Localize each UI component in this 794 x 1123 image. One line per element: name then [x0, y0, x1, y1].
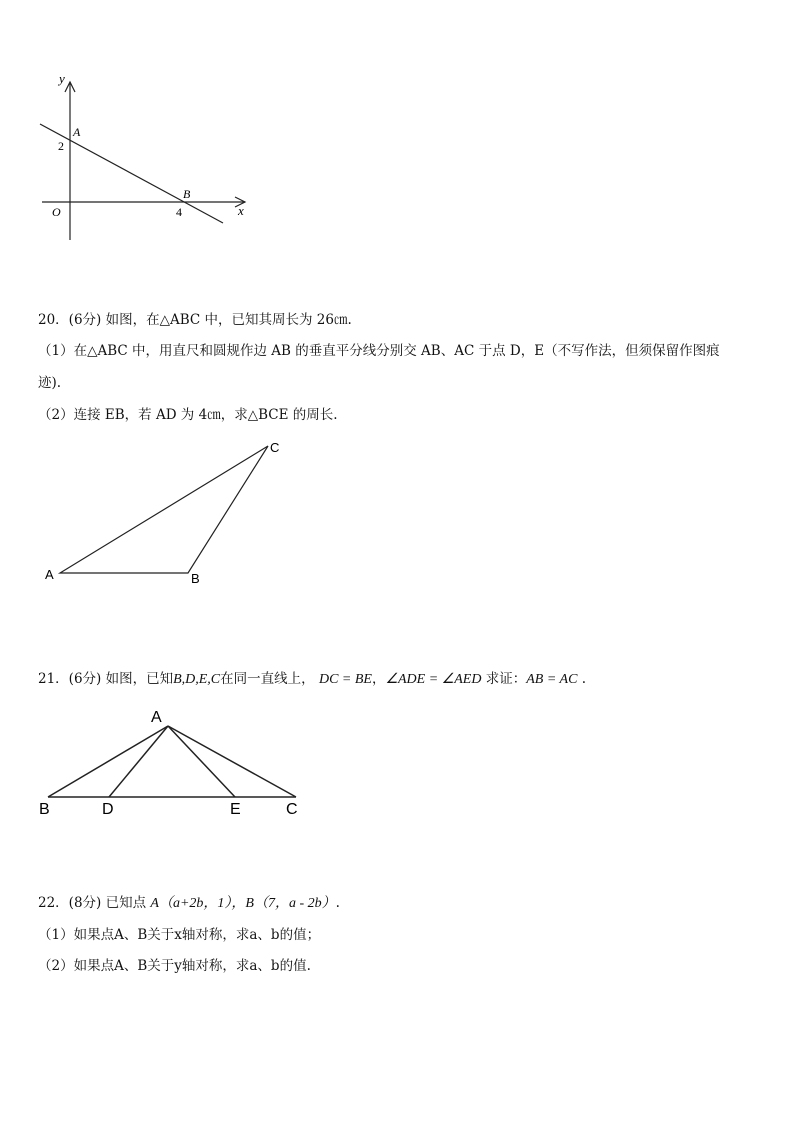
vertex-b-label: B [191, 571, 200, 586]
label-e: E [230, 801, 241, 818]
q21-eq2: ∠ADE = ∠AED [385, 672, 482, 687]
origin-label: O [52, 205, 61, 219]
triangle-abdec-figure [36, 704, 316, 824]
point-b-label: B [183, 187, 191, 201]
point-a-label: A [73, 125, 81, 139]
segment-ad [109, 726, 168, 797]
q22-title [38, 893, 340, 914]
segment-ab [48, 726, 168, 797]
label-b: B [39, 801, 50, 818]
q22-title-pre: 22．(8分) 已知点 [38, 895, 151, 911]
segment-ae [168, 726, 235, 797]
line-ab [40, 124, 223, 223]
q21-end: . [577, 671, 587, 687]
q21-comma: ， [371, 671, 386, 687]
q21-mid2: 求证： [481, 671, 527, 687]
q22-title-expr: A（a+2b，1），B（7，a - 2b） [150, 896, 336, 911]
q20-part1-line1: （1）在△ABC 中，用直尺和圆规作边 AB 的垂直平分线分别交 AB、AC 于点 D，E（不写作法，但须保留作图痕 [38, 343, 720, 359]
q22-title-end: . [335, 895, 340, 911]
segment-ac [168, 726, 296, 797]
tick-label-x-4: 4 [176, 205, 182, 219]
label-a: A [151, 709, 162, 726]
q20-part2: （2）连接 EB，若 AD 为 4㎝，求△BCE 的周长. [38, 407, 338, 423]
vertex-c-label: C [270, 440, 280, 455]
q21-statement [38, 669, 586, 690]
label-c: C [286, 801, 298, 818]
q21-mid1: 在同一直线上， [220, 671, 315, 687]
q21-eq1: DC = BE [318, 672, 372, 687]
tick-label-y-2: 2 [58, 139, 64, 153]
q21-eq3: AB = AC [526, 672, 578, 687]
q20-title: 20．(6分) 如图，在△ABC 中，已知其周长为 26㎝. [38, 312, 352, 328]
q21-points: B,D,E,C [173, 672, 221, 687]
label-d: D [102, 801, 114, 818]
y-axis-label: y [59, 71, 65, 86]
coordinate-figure [30, 68, 260, 248]
q20-part1-line2: 迹). [38, 375, 62, 391]
q22-part1: （1）如果点A、B关于x轴对称，求a、b的值； [38, 927, 321, 943]
triangle-abc-figure [40, 436, 300, 596]
x-axis-label: x [238, 203, 244, 218]
q22-part2: （2）如果点A、B关于y轴对称，求a、b的值. [38, 958, 311, 974]
vertex-a-label: A [45, 567, 54, 582]
q21-prefix: 21．(6分) 如图，已知 [38, 671, 174, 687]
triangle-abc [60, 446, 268, 573]
